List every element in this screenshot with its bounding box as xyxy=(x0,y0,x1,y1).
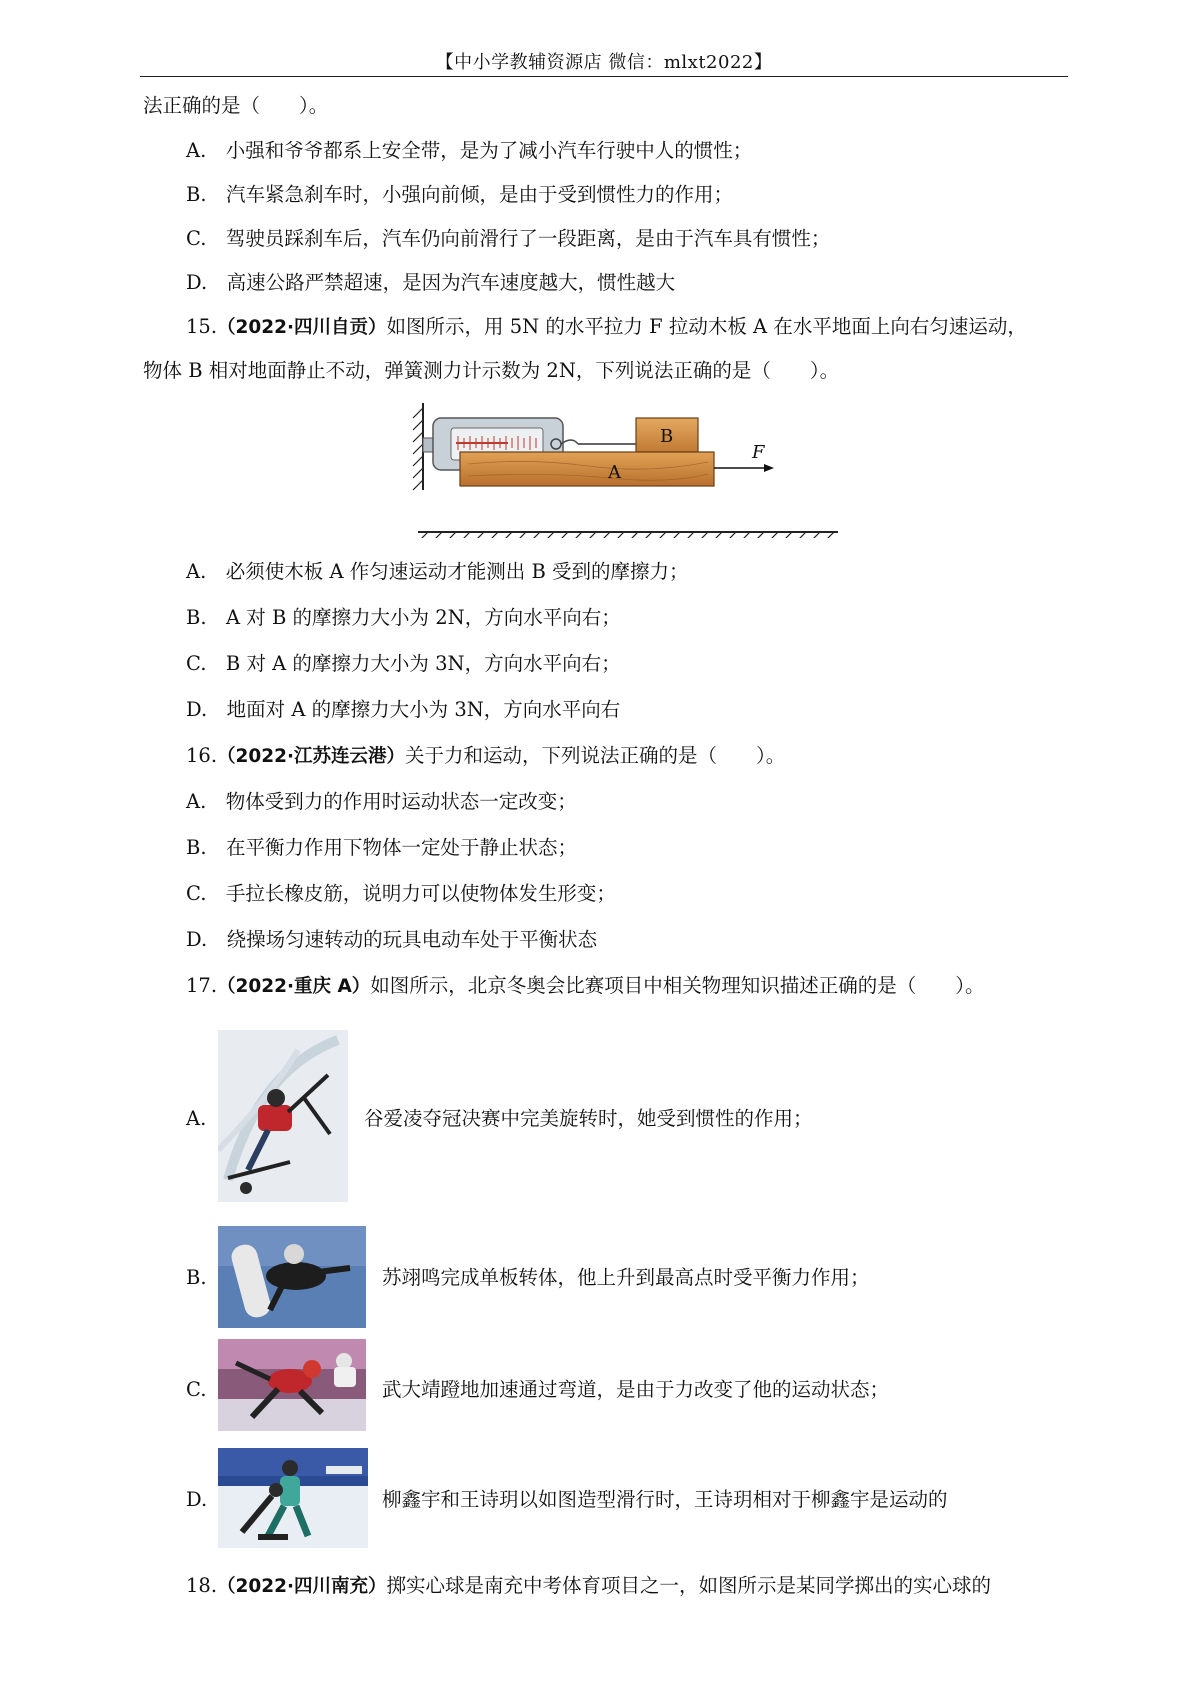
q15-source: （2022·四川自贡） xyxy=(217,317,387,338)
q17-stem xyxy=(186,972,985,1001)
block-b xyxy=(636,418,698,452)
q17-option-d-label: D. xyxy=(186,1488,208,1511)
q17-option-a-label: A. xyxy=(186,1107,207,1130)
q17-option-c-text: 武大靖蹬地加速通过弯道，是由于力改变了他的运动状态； xyxy=(382,1378,890,1401)
q17-option-c-label: C. xyxy=(186,1378,207,1401)
q16-option-a: A. 物体受到力的作用时运动状态一定改变； xyxy=(186,790,577,813)
q16-stem xyxy=(186,742,785,771)
header-divider xyxy=(140,76,1068,77)
q17-stem-text: 如图所示，北京冬奥会比赛项目中相关物理知识描述正确的是（ ）。 xyxy=(370,974,985,997)
q17-option-d-text: 柳鑫宇和王诗玥以如图造型滑行时，王诗玥相对于柳鑫宇是运动的 xyxy=(382,1488,948,1511)
ground xyxy=(418,532,838,538)
q18-number: 18. xyxy=(186,1574,218,1597)
q17-source: （2022·重庆 A） xyxy=(217,976,371,997)
q14-stem-tail: 法正确的是（ ）。 xyxy=(143,94,329,117)
q15-stem-line1 xyxy=(186,313,1027,342)
q16-option-c: C. 手拉长橡皮筋，说明力可以使物体发生形变； xyxy=(186,882,616,905)
q17-number: 17. xyxy=(186,974,218,997)
snowboarder-photo xyxy=(218,1226,366,1328)
q15-stem-text: 如图所示，用 5N 的水平拉力 F 拉动木板 A 在水平地面上向右匀速运动， xyxy=(386,315,1027,338)
q14-option-d: D. 高速公路严禁超速，是因为汽车速度越大，惯性越大 xyxy=(186,271,676,294)
q18-stem-text: 掷实心球是南充中考体育项目之一，如图所示是某同学掷出的实心球的 xyxy=(386,1574,992,1597)
q14-option-b: B. 汽车紧急刹车时，小强向前倾，是由于受到惯性力的作用； xyxy=(186,183,734,206)
pair-skaters-photo xyxy=(218,1448,368,1548)
q16-option-b: B. 在平衡力作用下物体一定处于静止状态； xyxy=(186,836,578,859)
page-header: 【中小学教辅资源店 微信：mlxt2022】 xyxy=(435,52,773,73)
force-arrow xyxy=(714,442,774,472)
board-a-label: A xyxy=(608,462,621,483)
q16-stem-text: 关于力和运动，下列说法正确的是（ ）。 xyxy=(405,744,786,767)
speed-skater-photo xyxy=(218,1339,366,1431)
wall xyxy=(413,403,423,490)
q17-option-a-text: 谷爱凌夺冠决赛中完美旋转时，她受到惯性的作用； xyxy=(364,1107,813,1130)
q15-figure xyxy=(408,398,844,538)
block-b-label: B xyxy=(660,426,674,447)
q14-option-c: C. 驾驶员踩刹车后，汽车仍向前滑行了一段距离，是由于汽车具有惯性； xyxy=(186,227,831,250)
q15-option-b: B. A 对 B 的摩擦力大小为 2N，方向水平向右； xyxy=(186,606,621,629)
q17-option-b-text: 苏翊鸣完成单板转体，他上升到最高点时受平衡力作用； xyxy=(382,1266,870,1289)
q15-number: 15. xyxy=(186,315,218,338)
q16-option-d: D. 绕操场匀速转动的玩具电动车处于平衡状态 xyxy=(186,928,598,951)
q15-option-a: A. 必须使木板 A 作匀速运动才能测出 B 受到的摩擦力； xyxy=(186,560,689,583)
q18-source: （2022·四川南充） xyxy=(217,1576,387,1597)
board-a xyxy=(460,452,714,486)
skier-photo xyxy=(218,1030,348,1202)
q16-number: 16. xyxy=(186,744,218,767)
q16-source: （2022·江苏连云港） xyxy=(217,746,406,767)
q15-option-c: C. B 对 A 的摩擦力大小为 3N，方向水平向右； xyxy=(186,652,621,675)
force-label: F xyxy=(752,442,765,463)
q17-option-b-label: B. xyxy=(186,1266,207,1289)
q14-option-a: A. 小强和爷爷都系上安全带，是为了减小汽车行驶中人的惯性； xyxy=(186,139,753,162)
q15-stem-line2: 物体 B 相对地面静止不动，弹簧测力计示数为 2N，下列说法正确的是（ ）。 xyxy=(143,359,840,382)
q18-stem xyxy=(186,1572,991,1601)
q15-option-d: D. 地面对 A 的摩擦力大小为 3N，方向水平向右 xyxy=(186,698,621,721)
